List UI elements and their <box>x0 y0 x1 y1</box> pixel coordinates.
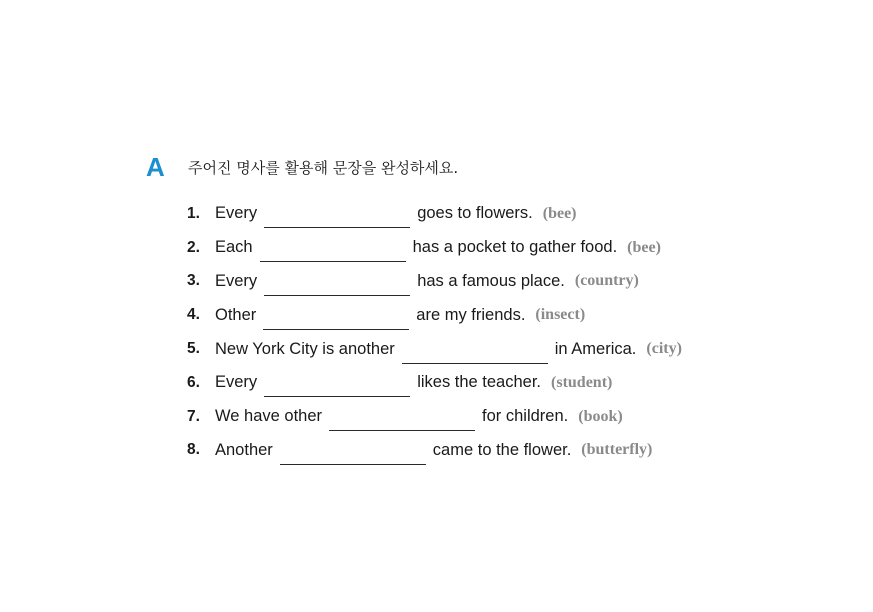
exercise-item-3 <box>187 265 682 299</box>
exercise-item-7 <box>187 400 682 434</box>
exercise-item-2 <box>187 231 682 265</box>
item-number: 8. <box>187 441 200 459</box>
noun-hint: (bee) <box>627 238 661 256</box>
item-number: 3. <box>187 272 200 290</box>
item-number: 6. <box>187 373 200 391</box>
sentence-start: New York City is another <box>215 339 395 358</box>
sentence-end: are my friends. <box>416 305 526 324</box>
sentence-end: has a famous place. <box>417 271 565 290</box>
sentence-start: Another <box>215 440 273 459</box>
exercise-item-5 <box>187 332 682 366</box>
item-number: 7. <box>187 407 200 425</box>
answer-blank[interactable] <box>264 275 410 296</box>
sentence-end: came to the flower. <box>432 440 572 459</box>
noun-hint: (country) <box>574 272 639 290</box>
sentence-start: Every <box>215 204 258 223</box>
sentence-end: has a pocket to gather food. <box>412 238 618 257</box>
section-letter: A <box>146 152 165 182</box>
sentence-end: likes the teacher. <box>417 373 542 392</box>
sentence-end: in America. <box>554 339 637 358</box>
answer-blank[interactable] <box>260 241 406 262</box>
answer-blank[interactable] <box>280 444 426 465</box>
answer-blank[interactable] <box>329 410 475 431</box>
sentence-start: Each <box>215 238 253 257</box>
exercise-list <box>187 197 682 467</box>
answer-blank[interactable] <box>402 343 548 364</box>
sentence-start: Every <box>215 271 258 290</box>
answer-blank[interactable] <box>264 207 410 228</box>
exercise-item-8 <box>187 434 682 468</box>
noun-hint: (student) <box>551 373 613 391</box>
sentence-start: Other <box>215 305 257 324</box>
item-number: 2. <box>187 238 200 256</box>
instruction-text: 주어진 명사를 활용해 문장을 완성하세요. <box>188 159 459 177</box>
sentence-end: goes to flowers. <box>417 204 533 223</box>
item-number: 1. <box>187 204 200 222</box>
noun-hint: (book) <box>578 407 623 425</box>
answer-blank[interactable] <box>264 376 410 397</box>
item-number: 5. <box>187 340 200 358</box>
answer-blank[interactable] <box>263 309 409 330</box>
item-number: 4. <box>187 306 200 324</box>
sentence-start: We have other <box>215 407 323 426</box>
exercise-item-6 <box>187 366 682 400</box>
sentence-end: for children. <box>482 407 569 426</box>
noun-hint: (insect) <box>535 306 586 324</box>
noun-hint: (bee) <box>542 204 577 222</box>
sentence-start: Every <box>215 373 258 392</box>
noun-hint: (city) <box>646 340 682 358</box>
exercise-item-4 <box>187 298 682 332</box>
exercise-item-1 <box>187 197 682 231</box>
noun-hint: (butterfly) <box>581 441 653 459</box>
